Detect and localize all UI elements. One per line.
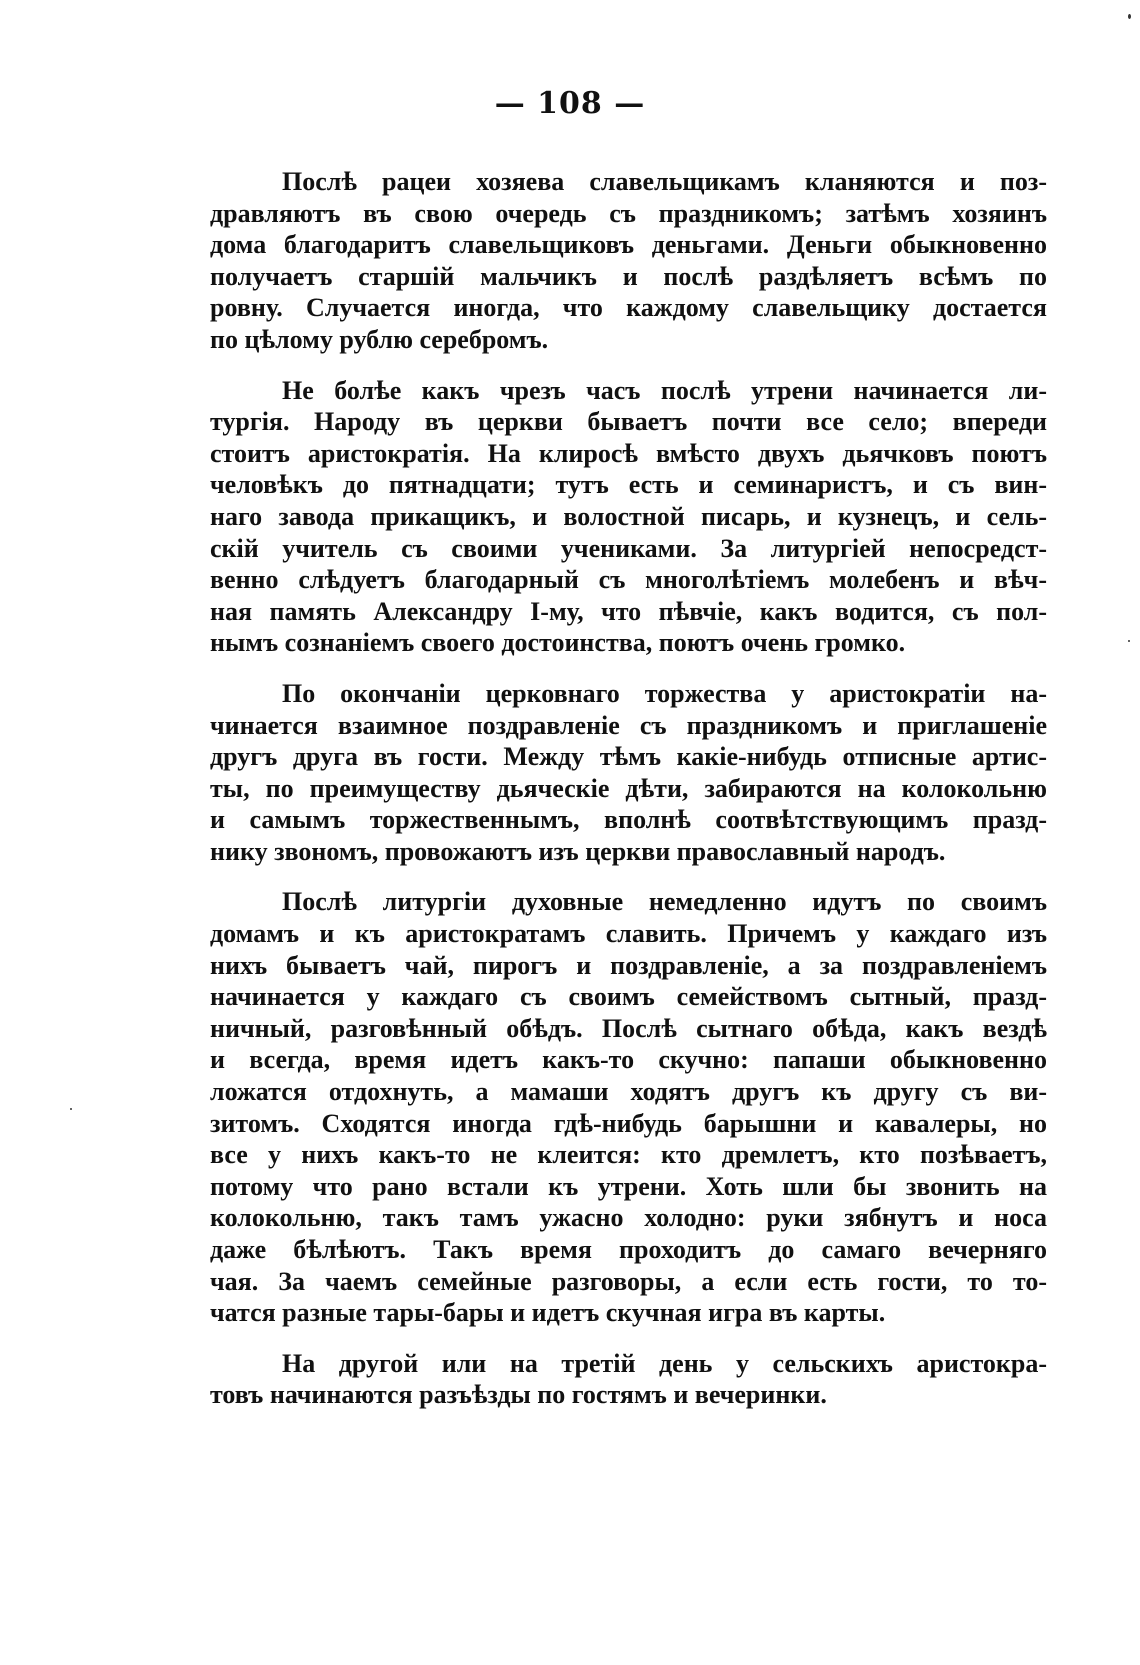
print-speck	[70, 1108, 72, 1110]
text-line: чатся разные тары-бары и идетъ скучная игра въ карты.	[210, 1298, 886, 1328]
paragraph	[210, 886, 1047, 1328]
text-line: чинается взаимное поздравленіе съ праздникомъ и приглашеніе	[210, 710, 1047, 740]
print-speck	[1128, 640, 1130, 642]
text-line: тургія. Народу въ церкви бываетъ почти все село; впереди	[210, 407, 1047, 437]
body-text	[210, 166, 1047, 1430]
text-line: На другой или на третій день у сельскихъ аристокра-	[282, 1348, 1047, 1378]
text-line: по цѣлому рублю серебромъ.	[210, 324, 549, 354]
text-line: ты, по преимуществу дьяческіе дѣти, забираются на колокольню	[210, 773, 1047, 803]
text-line: человѣкъ до пятнадцати; тутъ есть и семинаристъ, и съ вин-	[210, 470, 1047, 500]
text-line: скій учитель съ своими учениками. За литургіей непосредст-	[210, 533, 1047, 563]
page-number: — 108 —	[494, 86, 646, 121]
text-line: Не болѣе какъ чрезъ часъ послѣ утрени начинается ли-	[282, 375, 1047, 405]
text-line: Послѣ литургіи духовные немедленно идутъ по своимъ	[282, 887, 1047, 917]
text-line: товъ начинаются разъѣзды по гостямъ и вечеринки.	[210, 1380, 827, 1410]
text-line: нику звономъ, провожаютъ изъ церкви православный народъ.	[210, 836, 946, 866]
paragraph	[210, 678, 1047, 868]
text-line: другъ друга въ гости. Между тѣмъ какіе-нибудь отписные артис-	[210, 742, 1047, 772]
text-line: чая. За чаемъ семейные разговоры, а если есть гости, то то-	[210, 1266, 1047, 1296]
text-line: начинается у каждаго съ своимъ семействомъ сытный, празд-	[210, 982, 1047, 1012]
text-line: зитомъ. Сходятся иногда гдѣ-нибудь барышни и кавалеры, но	[210, 1108, 1047, 1138]
text-line: и самымъ торжественнымъ, вполнѣ соотвѣтствующимъ празд-	[210, 805, 1047, 835]
text-line: Послѣ рацеи хозяева славельщикамъ кланяются и поз-	[282, 167, 1047, 196]
text-line: дома благодаритъ славельщиковъ деньгами. Деньги обыкновенно	[210, 230, 1047, 260]
text-line: и всегда, время идетъ какъ-то скучно: папаши обыкновенно	[210, 1045, 1047, 1075]
print-speck	[1128, 14, 1131, 19]
text-line: даже бѣлѣютъ. Такъ время проходитъ до самаго вечерняго	[210, 1235, 1047, 1264]
text-line: домамъ и къ аристократамъ славить. Причемъ у каждаго изъ	[210, 919, 1047, 949]
paragraph	[210, 166, 1047, 356]
text-line: стоитъ аристократія. На клиросѣ вмѣсто двухъ дьячковъ поютъ	[210, 438, 1047, 468]
text-line: колокольню, такъ тамъ ужасно холодно: руки зябнутъ и носа	[210, 1203, 1047, 1233]
text-line: венно слѣдуетъ благодарный съ многолѣтіемъ молебенъ и вѣч-	[210, 565, 1047, 595]
paragraph	[210, 1348, 1047, 1411]
text-line: нихъ бываетъ чай, пирогъ и поздравленіе, а за поздравленіемъ	[210, 950, 1047, 980]
text-line: дравляютъ въ свою очередь съ праздникомъ; затѣмъ хозяинъ	[210, 198, 1047, 228]
text-line: ложатся отдохнуть, а мамаши ходятъ другъ къ другу съ ви-	[210, 1077, 1047, 1107]
text-line: ная память Александру I-му, что пѣвчіе, какъ водится, съ пол-	[210, 596, 1047, 626]
text-line: получаетъ старшій мальчикъ и послѣ раздѣляетъ всѣмъ по	[210, 261, 1047, 291]
text-line: наго завода прикащикъ, и волостной писарь, и кузнецъ, и сель-	[210, 501, 1047, 531]
text-line: По окончаніи церковнаго торжества у аристократіи на-	[282, 678, 1047, 708]
text-line: все у нихъ какъ-то не клеится: кто дремлетъ, кто позѣваетъ,	[210, 1140, 1047, 1170]
text-line: нымъ сознаніемъ своего достоинства, поютъ очень громко.	[210, 628, 906, 658]
text-line: потому что рано встали къ утрени. Хоть шли бы звонить на	[210, 1171, 1047, 1201]
paragraph	[210, 375, 1047, 659]
text-line: ровну. Случается иногда, что каждому славельщику достается	[210, 293, 1047, 323]
text-line: ничный, разговѣнный обѣдъ. Послѣ сытнаго обѣда, какъ вездѣ	[210, 1013, 1047, 1043]
